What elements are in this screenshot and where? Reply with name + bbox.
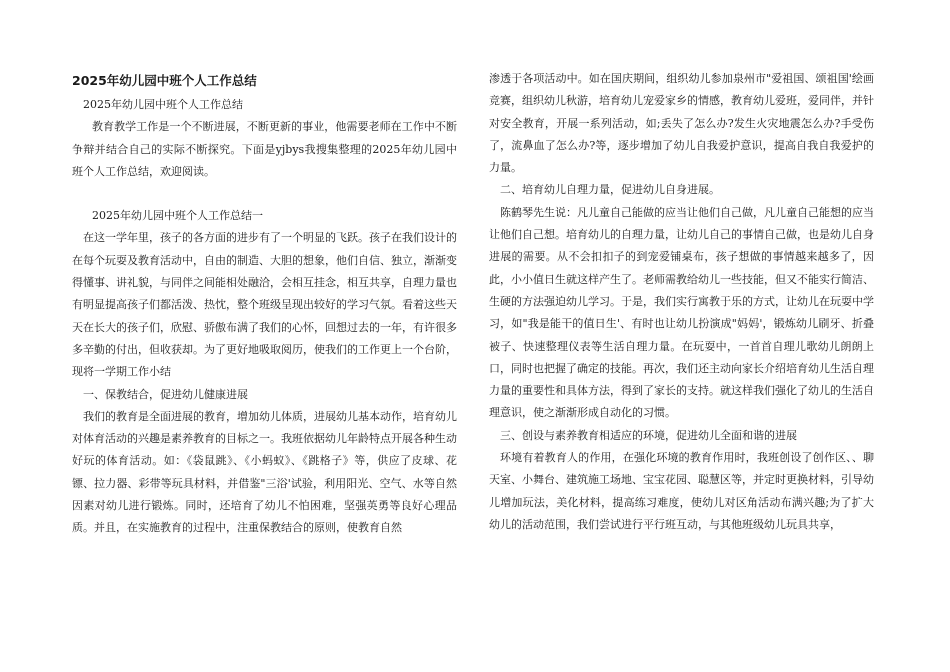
document-subtitle: 2025年幼儿园中班个人工作总结 <box>83 98 243 111</box>
spacer <box>72 183 457 205</box>
intro-paragraph: 教育教学工作是一个不断进展，不断更新的事业，他需要老师在工作中不断争辩并结合自己的实际不断探究。下面是yjbys我搜集整理的2025年幼儿园中班个人工作总结，欢迎阅读。 <box>72 120 457 178</box>
heading-3: 三、创设与素养教育相适应的环境，促进幼儿全面和谐的进展 <box>500 428 797 442</box>
paragraph-2: 我们的教育是全面进展的教育，增加幼儿体质，进展幼儿基本动作，培育幼儿对体育活动的兴趣是素养教育的目标之一。我班依据幼儿年龄特点开展各种生动好玩的体育活动。如：《袋鼠跳》、《小蚂蚁》、《跳格子》等，供应了皮球、花镖、拉力器、彩带等玩具材料，并借鉴"三浴'试验，利用阳光、空气、水等自然因素对幼儿进行锻炼。同时，还培育了幼儿不怕困难，坚强英勇等良好心理品质。并且，在实施教育的过程中，注重保教结合的原则，使教育自然 <box>72 409 457 535</box>
right-column <box>489 68 874 536</box>
paragraph-continued: 渗透于各项活动中。如在国庆期间，组织幼儿参加泉州市"爱祖国、颂祖国'绘画竞赛，组织幼儿秋游，培育幼儿宠爱家乡的情感，教育幼儿爱班，爱同伴，并针对安全教育，开展一系列活动，如;丢失了怎么办?发生火灾地震怎么办?手受伤了，流鼻血了怎么办?等，逐步增加了幼儿自我爱护意识，提高自我自我爱护的力量。 <box>489 72 874 175</box>
document-title: 2025年幼儿园中班个人工作总结 <box>72 73 257 88</box>
heading-1: 一、保教结合，促进幼儿健康进展 <box>83 387 248 401</box>
paragraph-3: 陈鹤琴先生说：凡儿童自己能做的应当让他们自己做，凡儿童自己能想的应当让他们自己想。培育幼儿的自理力量，让幼儿自己的事情自己做，也是幼儿自身进展的需要。从不会扣扣子的到宠爱铺桌布，孩子想做的事情越来越多了，因此，小小值日生就这样产生了。老师需教给幼儿一些技能，但又不能实行简洁、生硬的方法强迫幼儿学习。于是，我们实行寓教于乐的方式，让幼儿在玩耍中学习，如"我是能干的值日生'、有时也让幼儿扮演成"妈妈'，锻炼幼儿刷牙、折叠被子、快速整理仪表等生活自理力量。在玩耍中，一首首自理儿歌幼儿朗朗上口，同时也把握了确定的技能。再次，我们还主动向家长介绍培育幼儿生活自理力量的重要性和具体方法，得到了家长的支持。就这样我们强化了幼儿的生活自理意识，使之渐渐形成自动化的习惯。 <box>489 205 874 420</box>
left-column <box>72 68 457 540</box>
paragraph-4: 环境有着教育人的作用，在强化环境的教育作用时，我班创设了创作区、、聊天室、小舞台、建筑施工场地、宝宝花园、聪慧区等，并定时更换材料，引导幼儿增加玩法，美化材料，提高练习难度，使幼儿对区角活动布满兴趣;为了扩大幼儿的活动范围，我们尝试进行平行班互动，与其他班级幼儿玩具共享， <box>489 451 874 531</box>
heading-2: 二、培育幼儿自理力量，促进幼儿自身进展。 <box>500 183 720 197</box>
paragraph-1: 在这一学年里，孩子的各方面的进步有了一个明显的飞跃。孩子在我们设计的在每个玩耍及教育活动中，自由的制造、大胆的想象，他们自信、独立，渐渐变得懂事、讲礼貌，与同伴之间能相处融洽，会相互挂念，相互共享，自理力量也有明显提高孩子们都活泼、热忱，整个班级呈现出较好的学习气氛。看着这些天天在长大的孩子们，欣慰、骄傲布满了我们的心怀，回想过去的一年，有许很多多辛勤的付出，但收获却。为了更好地吸取阅历，使我们的工作更上一个台阶，现将一学期工作小结 <box>72 231 457 379</box>
section-heading: 2025年幼儿园中班个人工作总结一 <box>92 209 263 223</box>
